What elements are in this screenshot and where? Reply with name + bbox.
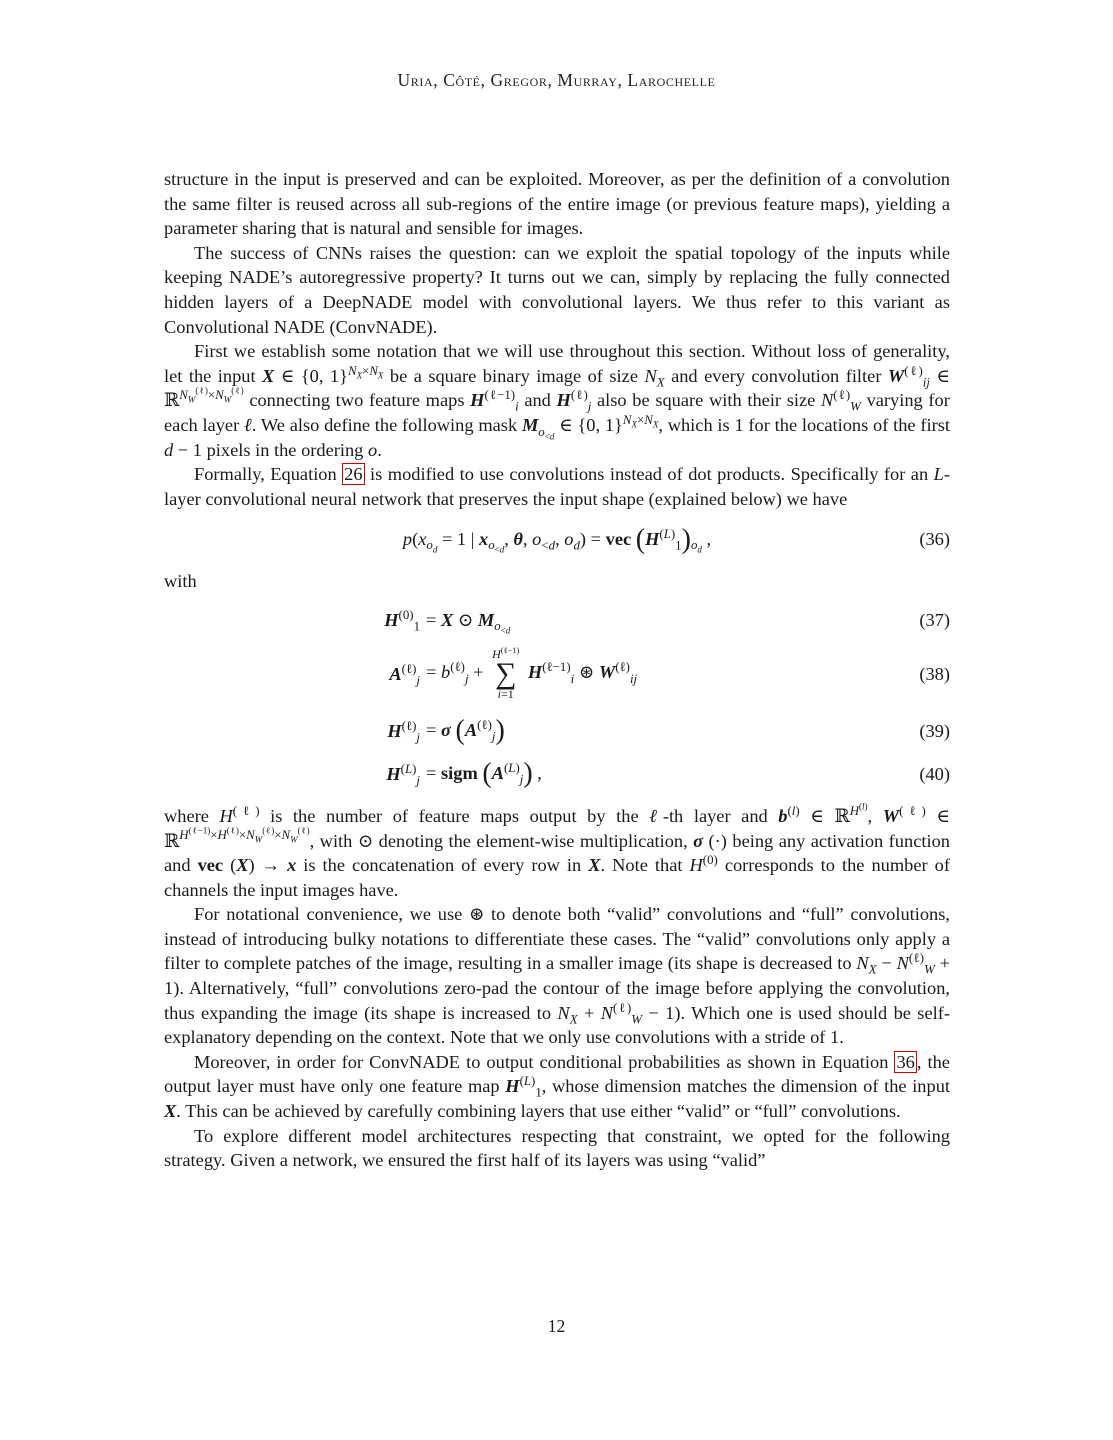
paragraph-7: Moreover, in order for ConvNADE to output conditional probabilities as shown in Equation 36 , the output layer must have only one feature map $H^{(L)}_1$, whose dimension matches the dimension of the input X. This can be achieved by carefully combining layers that use either “valid” or “full” convolutions.	[164, 1051, 950, 1122]
paragraph-3: First we establish some notation that we will use throughout this section. Without loss of generality, let the input X ∈ {0, 1}$^{N_X\times N_X}$ be a square binary image of size $N_X$ and every convolution filter $W^{(\ell)}_{ij}$ ∈ ℝ$^{N_W^{(\ell)}\times N_W^{(\ell)}}$ connecting two feature maps $H^{(\ell-1)}_i$ and $H^{(\ell)}_j$ also be square with their size $N^{(\ell)}_W$ varying for each layer ℓ. We also define the following mask $M_{o_{<d}}$ ∈ {0, 1}$^{N_X\times N_X}$, which is 1 for the locations of the first d − 1 pixels in the ordering o.	[164, 341, 950, 460]
equation-number-40: (40)	[919, 763, 950, 784]
page-body	[164, 167, 950, 1173]
equation-39: $H^{(\ell)}_j$ = σ $(A^{(\ell)}_j)$ (39)	[387, 715, 950, 747]
paragraph-5: where $H^{(\ell)}$ is the number of feature maps output by the ℓ-th layer and $b^{(l)}$ ∈ ℝ$^{H^{(l)}}$, $W^{(\ell)}$ ∈ ℝ$^{H^{(\ell-1)}\times H^{(\ell)}\times N_W^{(\ell)}\times N_W^{(\ell)}}$, with ⊙ denoting the element-wise multiplication, σ (·) being any activation function and vec (X) → x is the concatenation of every row in X. Note that $H^{(0)}$ corresponds to the number of channels the input images have.	[164, 801, 950, 900]
with-text: with	[164, 571, 197, 592]
paragraph-6: For notational convenience, we use ⊛ to denote both “valid” convolutions and “full” convolutions, instead of introducing bulky notations to differentiate these cases. The “valid” convolutions only apply a filter to complete patches of the image, resulting in a smaller image (its shape is decreased to $N_X - N^{(\ell)}_W + 1$). Alternatively, “full” convolutions zero-pad the contour of the image before applying the convolution, thus expanding the image (its shape is increased to $N_X + N^{(\ell)}_W - 1$). Which one is used should be self-explanatory depending on the context. Note that we only use convolutions with a stride of 1.	[164, 904, 950, 1048]
paragraph-2: The success of CNNs raises the question: can we exploit the spatial topology of the inputs while keeping NADE’s autoregressive property? It turns out we can, simply by replacing the fully connected hidden layers of a DeepNADE model with convolutional layers. We thus refer to this variant as Convolutional NADE (ConvNADE).	[164, 242, 950, 337]
running-header	[0, 70, 1113, 91]
paragraph-4: Formally, Equation 26 is modified to use convolutions instead of dot products. Specifically for an L-layer convolutional neural network that preserves the input shape (explained below) we have	[164, 464, 950, 509]
equation-40: $H^{(L)}_j$ = sigm $(A^{(L)}_j)$ , (40)	[386, 758, 950, 790]
equation-36: $p(x_{o_d} = 1$ | $x_{o_{<d}}$, θ, $o_{<d}$, $o_d$) = vec $(H^{(L)}_1)_{o_d}$ , (36)	[402, 523, 950, 555]
equation-number-39: (39)	[919, 720, 950, 741]
equation-number-38: (38)	[919, 663, 950, 684]
header-authors: Uria, Côté, Gregor, Murray, Larochelle	[397, 70, 716, 90]
page-number: 12	[547, 1316, 566, 1336]
equation-38: $A^{(\ell)}_j$ = $b^{(\ell)}_j$ + $H^{(\ell-1)}$ ∑ i=1 $H^{(\ell-1)}_i$ ⊛ $W^{(\ell)}_{ij}$ (38)	[389, 645, 950, 701]
equation-26-link[interactable]: 26	[344, 464, 363, 485]
equation-36-link[interactable]: 36	[896, 1051, 915, 1072]
paragraph-1: structure in the input is preserved and can be exploited. Moreover, as per the definition of a convolution the same filter is reused across all sub-regions of the entire image (or previous feature maps), yielding a parameter sharing that is natural and sensible for images.	[164, 169, 950, 239]
paragraph-8: To explore different model architectures respecting that constraint, we opted for the following strategy. Given a network, we ensured the first half of its layers was using “valid”	[164, 1125, 950, 1171]
equation-37: $H^{(0)}_1$ = X ⊙ $M_{o_{<d}}$ (37)	[384, 607, 950, 636]
equation-block-37-40	[164, 602, 950, 796]
equation-number-36: (36)	[919, 529, 950, 550]
equation-number-37: (37)	[919, 609, 950, 630]
